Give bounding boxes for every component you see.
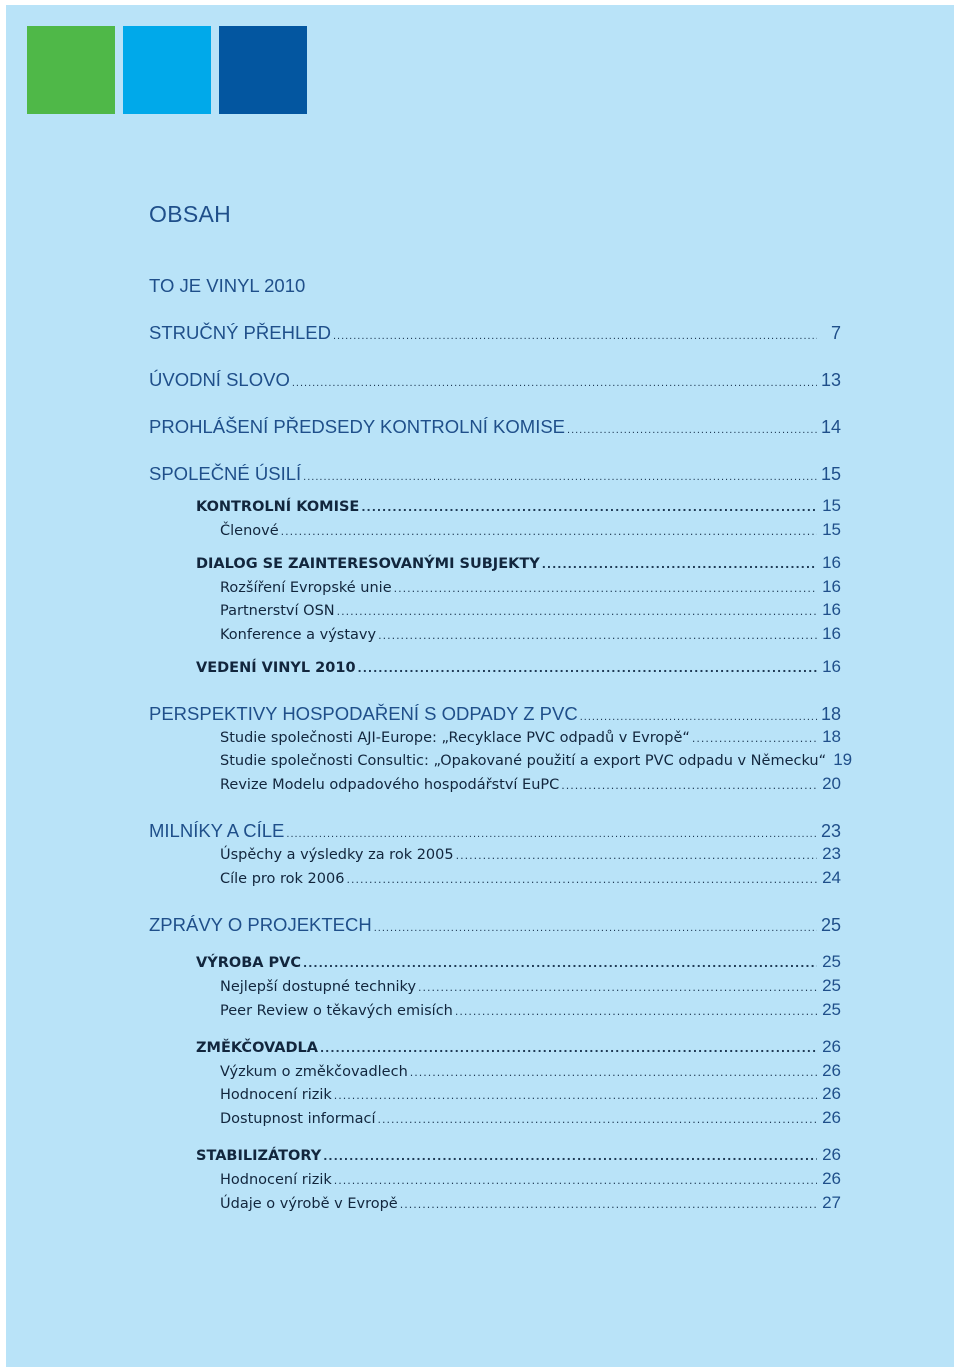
toc-entry-title: Studie společnosti Consultic: „Opakované použití a export PVC odpadu v Německu“ xyxy=(220,753,827,769)
toc-entry-page: 23 xyxy=(822,844,841,863)
toc-entry-page: 26 xyxy=(822,1061,841,1080)
toc-entry-title: DIALOG SE ZAINTERESOVANÝMI SUBJEKTY xyxy=(196,556,540,572)
toc-entry[interactable] xyxy=(220,1061,841,1081)
toc-entry-title: STABILIZÁTORY xyxy=(196,1148,322,1164)
toc-entry-title: Údaje o výrobě v Evropě xyxy=(220,1196,398,1212)
toc-entry[interactable] xyxy=(196,952,841,972)
dot-leader xyxy=(561,779,817,792)
toc-entry[interactable] xyxy=(149,820,841,842)
toc-entry[interactable] xyxy=(220,1193,841,1213)
toc-entry-title: Výzkum o změkčovadlech xyxy=(220,1064,408,1080)
dot-leader xyxy=(410,1066,817,1079)
toc-entry[interactable] xyxy=(149,703,841,725)
toc-entry-page: 16 xyxy=(822,553,841,572)
dot-leader xyxy=(334,1174,817,1187)
toc-entry-page: 20 xyxy=(822,774,841,793)
toc-entry-title: Nejlepší dostupné techniky xyxy=(220,979,417,995)
dot-leader xyxy=(418,981,817,994)
toc-entry-page: 25 xyxy=(822,952,841,971)
toc-entry-title: Partnerství OSN xyxy=(220,603,335,619)
toc-entry[interactable] xyxy=(149,416,841,438)
toc-entry[interactable] xyxy=(196,553,841,573)
toc-entry-page: 15 xyxy=(822,496,841,515)
toc-entry[interactable] xyxy=(220,624,841,644)
toc-entry[interactable] xyxy=(220,1000,841,1020)
toc-entry-title: SPOLEČNÉ ÚSILÍ xyxy=(149,463,302,484)
dot-leader xyxy=(580,711,817,723)
toc-entry[interactable] xyxy=(220,774,841,794)
dot-leader xyxy=(455,1005,817,1018)
toc-entry-title: Dostupnost informací xyxy=(220,1111,376,1127)
toc-entry-page: 26 xyxy=(822,1108,841,1127)
toc-entry-page: 15 xyxy=(822,520,841,539)
toc-entry[interactable] xyxy=(149,369,841,391)
toc-entry[interactable] xyxy=(149,322,841,344)
toc-entry[interactable] xyxy=(196,1037,841,1057)
dot-leader xyxy=(292,377,817,389)
toc-entry[interactable] xyxy=(149,463,841,485)
toc-entry-title: VEDENÍ VINYL 2010 xyxy=(196,660,356,676)
toc-entry-title: ZMĚKČOVADLA xyxy=(196,1040,318,1056)
toc-entry-title: STRUČNÝ PŘEHLED xyxy=(149,322,331,343)
dot-leader xyxy=(400,1198,817,1211)
table-of-contents xyxy=(6,5,954,1367)
toc-entry-title: Hodnocení rizik xyxy=(220,1172,332,1188)
toc-entry[interactable] xyxy=(220,1084,841,1104)
toc-entry[interactable] xyxy=(220,868,841,888)
dot-leader xyxy=(358,662,817,675)
dot-leader xyxy=(542,558,817,571)
toc-entry[interactable] xyxy=(196,1145,841,1165)
toc-entry-page: 25 xyxy=(822,1000,841,1019)
dot-leader xyxy=(567,424,817,436)
toc-entry-page: 18 xyxy=(820,704,841,724)
toc-entry-page: 26 xyxy=(822,1145,841,1164)
toc-entry-page: 13 xyxy=(820,370,841,390)
toc-entry-title: ZPRÁVY O PROJEKTECH xyxy=(149,914,372,935)
toc-entry[interactable] xyxy=(220,727,841,747)
toc-entry[interactable] xyxy=(196,657,841,677)
toc-entry-page: 19 xyxy=(833,750,853,769)
dot-leader xyxy=(323,1150,817,1163)
toc-entry-title: Peer Review o těkavých emisích xyxy=(220,1003,453,1019)
dot-leader xyxy=(361,501,817,514)
dot-leader xyxy=(334,1089,817,1102)
toc-entry[interactable] xyxy=(220,577,841,597)
dot-leader xyxy=(346,873,817,886)
toc-entry-page: 26 xyxy=(822,1084,841,1103)
toc-entry-page: 24 xyxy=(822,868,841,887)
toc-entry-page: 23 xyxy=(820,821,841,841)
toc-entry-page: 14 xyxy=(820,417,841,437)
toc-entry[interactable] xyxy=(220,600,841,620)
dot-leader xyxy=(286,828,817,840)
toc-entry-title: PERSPEKTIVY HOSPODAŘENÍ S ODPADY Z PVC xyxy=(149,703,578,724)
toc-entry-page: 25 xyxy=(822,976,841,995)
toc-entry[interactable] xyxy=(149,914,841,936)
page-title: OBSAH xyxy=(149,201,232,227)
toc-entry-page: 16 xyxy=(822,624,841,643)
dot-leader xyxy=(378,1113,818,1126)
toc-entry-page: 18 xyxy=(822,727,841,746)
toc-entry-page: 26 xyxy=(822,1037,841,1056)
toc-entry-title: TO JE VINYL 2010 xyxy=(149,275,306,296)
dot-leader xyxy=(378,629,817,642)
toc-entry-title: Revize Modelu odpadového hospodářství EuPC xyxy=(220,777,560,793)
toc-entry-title: Členové xyxy=(220,523,279,539)
dot-leader xyxy=(333,330,817,342)
dot-leader xyxy=(303,957,817,970)
toc-entry-page: 7 xyxy=(830,323,841,343)
toc-entry-page: 25 xyxy=(820,915,841,935)
toc-entry-title: Konference a výstavy xyxy=(220,627,377,643)
toc-entry[interactable] xyxy=(220,976,841,996)
toc-entry-title: PROHLÁŠENÍ PŘEDSEDY KONTROLNÍ KOMISE xyxy=(149,416,566,437)
toc-entry-title: VÝROBA PVC xyxy=(196,955,302,971)
toc-entry-page: 15 xyxy=(820,464,841,484)
dot-leader xyxy=(394,582,817,595)
dot-leader xyxy=(374,922,817,934)
toc-entry[interactable] xyxy=(196,496,841,516)
page xyxy=(6,5,954,1367)
toc-entry[interactable] xyxy=(220,750,853,770)
toc-entry-title: Hodnocení rizik xyxy=(220,1087,332,1103)
dot-leader xyxy=(692,732,817,745)
toc-entry-title: KONTROLNÍ KOMISE xyxy=(196,499,360,515)
toc-entry-title: Úspěchy a výsledky za rok 2005 xyxy=(220,847,454,863)
toc-entry[interactable] xyxy=(220,1169,841,1189)
toc-entry[interactable] xyxy=(149,275,841,297)
toc-entry-page: 16 xyxy=(822,577,841,596)
toc-entry[interactable] xyxy=(220,844,841,864)
toc-entry-page: 16 xyxy=(822,600,841,619)
toc-entry-title: MILNÍKY A CÍLE xyxy=(149,820,285,841)
toc-entry-title: Cíle pro rok 2006 xyxy=(220,871,345,887)
toc-entry-title: Studie společnosti AJI-Europe: „Recyklace PVC odpadů v Evropě“ xyxy=(220,730,690,746)
toc-entry-page: 16 xyxy=(822,657,841,676)
toc-entry[interactable] xyxy=(220,520,841,540)
dot-leader xyxy=(320,1042,817,1055)
toc-entry-title: Rozšíření Evropské unie xyxy=(220,580,392,596)
toc-entry-page: 26 xyxy=(822,1169,841,1188)
toc-entry[interactable] xyxy=(220,1108,841,1128)
toc-entry-page: 27 xyxy=(822,1193,841,1212)
toc-entry-title: ÚVODNÍ SLOVO xyxy=(149,369,290,390)
dot-leader xyxy=(337,605,817,618)
dot-leader xyxy=(281,525,817,538)
dot-leader xyxy=(303,471,817,483)
dot-leader xyxy=(456,849,817,862)
